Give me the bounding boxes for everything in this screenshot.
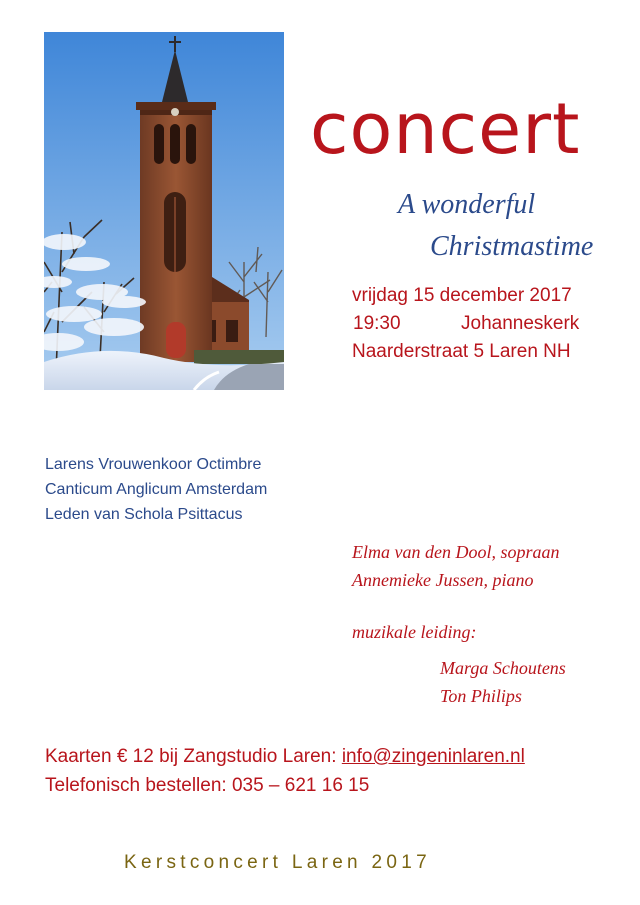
soloist-item: Elma van den Dool, sopraan: [352, 542, 560, 562]
leader-item: Marga Schoutens: [440, 658, 566, 678]
soloist-item: Annemieke Jussen, piano: [352, 570, 534, 590]
choir-list: [45, 452, 267, 527]
soloist-list: [352, 538, 559, 594]
subtitle-line-2: Christmastime: [430, 231, 594, 262]
leader-list: [440, 654, 566, 710]
event-details: [352, 282, 579, 366]
subtitle-line-1: A wonderful: [398, 189, 536, 220]
choir-item: Larens Vrouwenkoor Octimbre: [45, 456, 262, 473]
choir-item: Canticum Anglicum Amsterdam: [45, 481, 268, 498]
footer-text: Kerstconcert Laren 2017: [124, 852, 431, 873]
leadership-label: muzikale leiding:: [352, 622, 477, 642]
event-venue: Johanneskerk: [461, 313, 580, 334]
poster-title: concert: [310, 88, 581, 170]
event-time: 19:30: [353, 313, 401, 334]
choir-item: Leden van Schola Psittacus: [45, 506, 243, 523]
leader-item: Ton Philips: [440, 686, 522, 706]
ticket-info: [45, 742, 525, 800]
ticket-line: [45, 742, 525, 771]
phone-line: Telefonisch bestellen: 035 – 621 16 15: [45, 775, 370, 796]
event-address: Naarderstraat 5 Laren NH: [352, 341, 571, 362]
event-time-venue: [352, 310, 579, 338]
church-photo: [44, 32, 284, 390]
ticket-price-text: Kaarten € 12 bij Zangstudio Laren:: [45, 746, 342, 767]
email-link[interactable]: info@zingeninlaren.nl: [341, 746, 525, 767]
event-date: vrijdag 15 december 2017: [352, 285, 572, 306]
